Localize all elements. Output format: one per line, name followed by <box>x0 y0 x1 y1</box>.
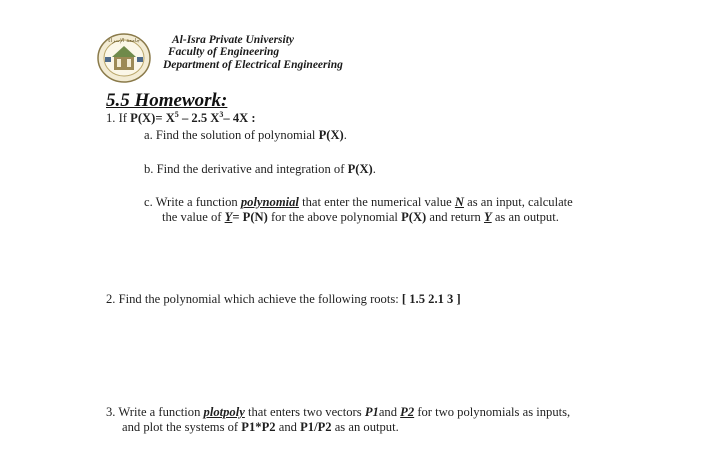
department-name: Department of Electrical Engineering <box>163 59 343 71</box>
question-1: 1. If $P(X)= X^5 - 2.5$ $X^3-$ 4X : <box>106 110 256 125</box>
university-logo <box>96 32 152 84</box>
question-1a: a. Find the solution of polynomial P(X). <box>144 128 347 142</box>
question-3-line1: 3. Write a function plotpoly that enters two vectors P1and P2 for two polynomials as inputs, <box>106 405 571 419</box>
question-1b: b. Find the derivative and integration of P(X). <box>144 162 376 176</box>
svg-text:جامعة الإسراء: جامعة الإسراء <box>108 38 140 44</box>
question-1c-line1: c. Write a function polynomial that enter the numerical value N as an input, calculate <box>144 195 573 209</box>
question-2: 2. Find the polynomial which achieve the following roots: [ 1.5 2.1 3 ] <box>106 292 461 306</box>
question-1c-line2: the value of Y= P(N) for the above polynomial P(X) and return Y as an output. <box>162 210 559 224</box>
question-3-line2: and plot the systems of P1*P2 and P1/P2 as an output. <box>122 420 399 434</box>
page-title: 5.5 Homework: <box>106 90 228 111</box>
university-name: Al-Isra Private University <box>172 34 295 46</box>
faculty-name: Faculty of Engineering <box>168 46 280 58</box>
